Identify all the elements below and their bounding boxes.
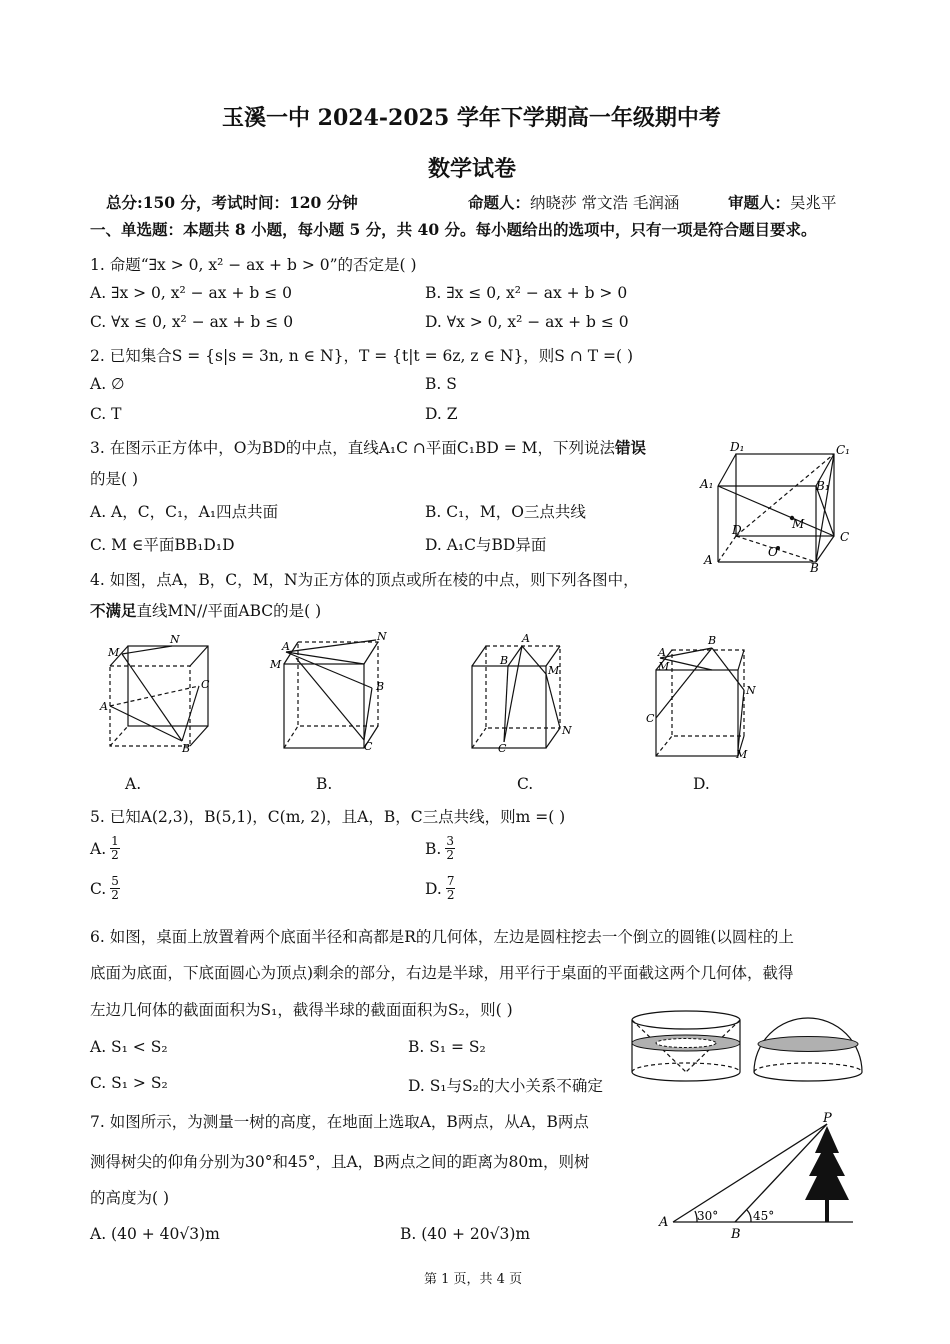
q6-hemisphere-section <box>758 1037 858 1052</box>
q4b-label-c: C <box>364 740 373 753</box>
q5-c-num: 5 <box>111 874 119 888</box>
authors-line <box>468 191 679 213</box>
q6-line2: 底面为底面，下底面圆心为顶点)剩余的部分，右边是半球，用平行于桌面的平面截这两个几何体，截得 <box>90 964 794 982</box>
q5-option-c <box>90 875 120 902</box>
q6-cone-hole <box>656 1039 716 1048</box>
q4a-label-n: N <box>170 633 180 646</box>
q2-stem: 2. 已知集合S = {s|s = 3n, n ∈ N}，T = {t|t = 6z, z ∈ N}，则S ∩ T =( ) <box>90 347 634 365</box>
page-footer: 第 1 页，共 4 页 <box>424 1272 523 1287</box>
q4-caption-c: C. <box>517 775 534 793</box>
q4d-label-a: A <box>658 646 666 659</box>
q3-option-c: C. M ∈平面BB₁D₁D <box>90 536 235 554</box>
q4c-label-c: C <box>498 742 507 755</box>
q4d-label-n: N <box>746 684 756 697</box>
q4-stem-text: 直线MN//平面ABC的是( ) <box>136 602 322 620</box>
q4-caption-b: B. <box>316 775 333 793</box>
score-time: 总分:150 分，考试时间：120 分钟 <box>106 193 358 212</box>
q7-label-p: P <box>823 1111 832 1126</box>
q4-caption-a: A. <box>125 775 142 793</box>
q5-c-label: C. <box>90 879 107 898</box>
q1-option-c: C. ∀x ≤ 0, x² − ax + b ≤ 0 <box>90 313 294 331</box>
q4b-label-m: M <box>270 658 282 671</box>
q4-stem-emphasis: 不满足 <box>90 601 137 620</box>
q4d-label-m-top: M <box>658 660 670 673</box>
q4c-label-a: A <box>522 632 530 645</box>
q2-option-b: B. S <box>425 375 457 393</box>
q5-b-label: B. <box>425 839 442 858</box>
q6-solids-figure <box>628 1008 866 1086</box>
q5-a-fraction <box>110 835 120 862</box>
q4b-label-a: A <box>282 640 290 653</box>
q4-figure-b <box>266 628 391 758</box>
q3-label-a1: A₁ <box>700 477 714 491</box>
authors-label: 命题人： <box>468 193 531 212</box>
q3-label-d1: D₁ <box>730 440 745 454</box>
q3-option-d: D. A₁C与BD异面 <box>425 536 547 554</box>
q5-c-den: 2 <box>111 888 119 902</box>
q5-d-fraction <box>446 875 456 902</box>
exam-subtitle: 数学试卷 <box>428 156 517 182</box>
q3-cube-figure <box>698 440 858 575</box>
q5-option-d <box>425 875 455 902</box>
q4a-label-c: C <box>201 678 210 691</box>
q7-line3: 的高度为( ) <box>90 1189 170 1207</box>
q7-option-a: A. (40 + 40√3)m <box>90 1225 220 1243</box>
q4b-label-b: B <box>376 680 385 693</box>
q3-label-d: D <box>732 523 742 537</box>
q6-line3: 左边几何体的截面面积为S₁，截得半球的截面面积为S₂，则( ) <box>90 1001 513 1019</box>
q3-label-o: O <box>768 545 778 559</box>
q4a-label-m: M <box>108 646 120 659</box>
q7-line2: 测得树尖的仰角分别为30°和45°，且A，B两点之间的距离为80m，则树 <box>90 1153 590 1171</box>
q6-option-c: C. S₁ > S₂ <box>90 1074 168 1092</box>
q4-figure-a <box>98 630 223 755</box>
section-heading: 一、单选题：本题共 8 小题，每小题 5 分，共 40 分。每小题给出的选项中，只有一项是符合题目要求。 <box>90 220 817 239</box>
q7-label-b: B <box>731 1227 741 1242</box>
exam-title: 玉溪一中 2024-2025 学年下学期高一年级期中考 <box>222 105 721 131</box>
q3-option-b: B. C₁，M，O三点共线 <box>425 503 586 521</box>
q1-option-a: A. ∃x > 0, x² − ax + b ≤ 0 <box>90 284 292 302</box>
q4-stem-line1: 4. 如图，点A，B，C，M，N为正方体的顶点或所在棱的中点，则下列各图中， <box>90 571 639 589</box>
q4-figure-d <box>642 630 767 760</box>
q3-label-b: B <box>810 561 819 575</box>
q5-b-den: 2 <box>446 848 454 862</box>
q4c-label-b: B <box>500 654 509 667</box>
q3-label-m: M <box>792 517 805 531</box>
q4-caption-d: D. <box>693 775 710 793</box>
q3-label-c: C <box>840 530 850 544</box>
q4a-label-b: B <box>182 742 191 755</box>
q5-b-num: 3 <box>446 834 454 848</box>
q4d-label-c: C <box>646 712 655 725</box>
q7-label-a: A <box>659 1215 669 1230</box>
q7-label-30: 30° <box>697 1209 719 1223</box>
q5-d-label: D. <box>425 879 442 898</box>
q5-d-num: 7 <box>446 874 455 888</box>
q7-line1: 7. 如图所示，为测量一树的高度，在地面上选取A，B两点，从A，B两点 <box>90 1113 589 1131</box>
q4b-label-n: N <box>377 630 387 643</box>
q1-option-b: B. ∃x ≤ 0, x² − ax + b > 0 <box>425 284 628 302</box>
q5-option-a <box>90 835 120 862</box>
q5-b-fraction <box>445 835 455 862</box>
q5-a-num: 1 <box>111 834 119 848</box>
q2-option-c: C. T <box>90 405 122 423</box>
q5-d-den: 2 <box>446 888 455 902</box>
q5-c-fraction <box>110 875 120 902</box>
q2-option-d: D. Z <box>425 405 458 423</box>
q4d-label-b: B <box>708 634 717 647</box>
reviewer-label: 审题人： <box>728 193 791 212</box>
q7-option-b: B. (40 + 20√3)m <box>400 1225 531 1243</box>
q1-stem: 1. 命题“∃x > 0, x² − ax + b > 0”的否定是( ) <box>90 256 417 274</box>
q6-option-b: B. S₁ = S₂ <box>408 1038 486 1056</box>
q3-label-b1: B₁ <box>816 479 830 493</box>
q3-option-a: A. A，C，C₁，A₁四点共面 <box>90 503 279 521</box>
q4c-label-m: M <box>548 664 560 677</box>
q2-option-a: A. ∅ <box>90 375 125 393</box>
q4d-label-m-bottom: M <box>736 748 748 760</box>
q3-stem-line2: 的是( ) <box>90 470 139 488</box>
q5-stem: 5. 已知A(2,3)，B(5,1)，C(m, 2)，且A，B，C三点共线，则m =( ) <box>90 808 566 826</box>
q7-tree-figure <box>655 1108 860 1243</box>
q4c-label-n: N <box>562 724 572 737</box>
q3-stem-line1 <box>90 436 646 458</box>
q6-option-d: D. S₁与S₂的大小关系不确定 <box>408 1077 603 1095</box>
q1-option-d: D. ∀x > 0, x² − ax + b ≤ 0 <box>425 313 629 331</box>
q3-label-a: A <box>704 553 713 567</box>
q5-a-den: 2 <box>111 848 119 862</box>
q7-label-45: 45° <box>753 1209 775 1223</box>
reviewer-line <box>728 191 837 213</box>
q5-option-b <box>425 835 455 862</box>
q6-option-a: A. S₁ < S₂ <box>90 1038 168 1056</box>
reviewer: 吴兆平 <box>790 194 837 212</box>
q4a-label-a: A <box>100 700 108 713</box>
q3-stem-emphasis: 错误 <box>615 438 647 457</box>
q6-line1: 6. 如图，桌面上放置着两个底面半径和高都是R的几何体，左边是圆柱挖去一个倒立的圆锥(以圆柱的上 <box>90 928 794 946</box>
authors: 纳晓莎 常文浩 毛润涵 <box>530 194 680 212</box>
q3-label-c1: C₁ <box>836 443 850 457</box>
q5-a-label: A. <box>90 839 107 858</box>
q4-figure-c <box>460 630 585 755</box>
q3-stem-text: 3. 在图示正方体中，O为BD的中点，直线A₁C ∩平面C₁BD = M，下列说法 <box>90 439 616 457</box>
q4-stem-line2 <box>90 599 321 621</box>
